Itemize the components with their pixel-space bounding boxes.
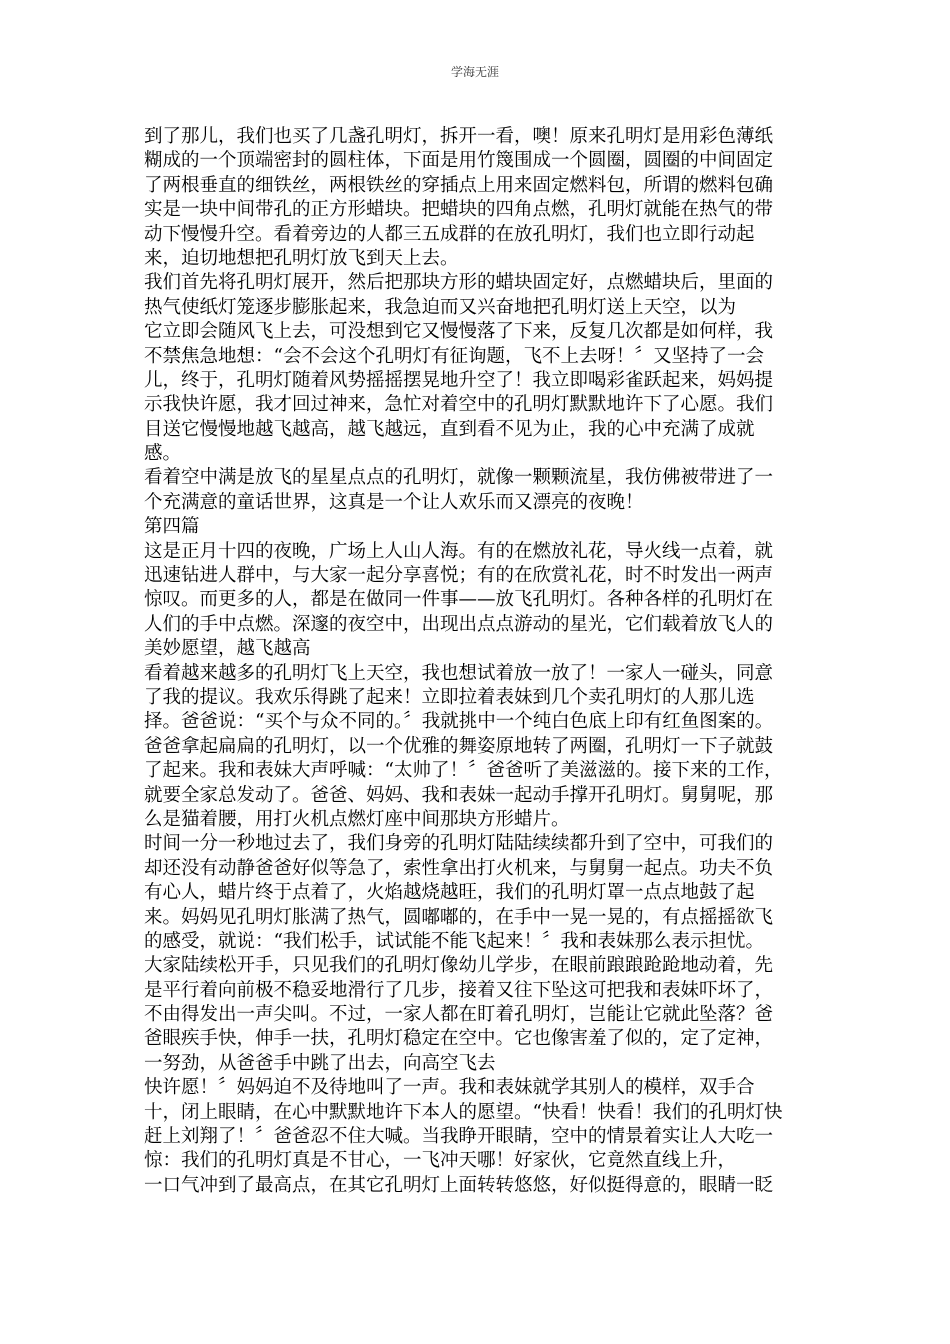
text-line: 却还没有动静爸爸好似等急了，索性拿出打火机来，与舅舅一起点。功夫不负 (144, 857, 774, 879)
text-line: 迅速钻进人群中，与大家一起分享喜悦；有的在欣赏礼花，时不时发出一两声 (144, 565, 774, 587)
text-line: 看着空中满是放飞的星星点点的孔明灯，就像一颗颗流星，我仿佛被带进了一 (144, 467, 774, 489)
text-line: 来，迫切地想把孔明灯放飞到天上去。 (144, 247, 459, 269)
text-line: 来。妈妈见孔明灯胀满了热气，圆嘟嘟的，在手中一晃一晃的，有点摇摇欲飞 (144, 906, 774, 928)
text-line: 这是正月十四的夜晚，广场上人山人海。有的在燃放礼花，导火线一点着，就 (144, 540, 774, 562)
text-line: 了我的提议。我欢乐得跳了起来！立即拉着表妹到几个卖孔明灯的人那儿选 (144, 686, 755, 708)
text-line: 惊叹。而更多的人，都是在做同一件事——放飞孔明灯。各种各样的孔明灯在 (144, 589, 774, 611)
text-line: 糊成的一个顶端密封的圆柱体，下面是用竹篾围成一个圆圈，圆圈的中间固定 (144, 150, 774, 172)
text-line: 惊：我们的孔明灯真是不甘心，一飞冲天哪！好家伙，它竟然直线上升， (144, 1150, 737, 1172)
text-line: 就要全家总发动了。爸爸、妈妈、我和表妹一起动手撑开孔明灯。舅舅呢，那 (144, 784, 774, 806)
text-line: 爸眼疾手快，伸手一扶，孔明灯稳定在空中。它也像害羞了似的，定了定神， (144, 1028, 774, 1050)
text-line: 大家陆续松开手，只见我们的孔明灯像幼儿学步，在眼前踉踉跄跄地动着，先 (144, 955, 774, 977)
text-line: 赶上刘翔了！〞爸爸忍不住大喊。当我睁开眼睛，空中的情景着实让人大吃一 (144, 1126, 774, 1148)
body-text (144, 125, 806, 1198)
text-line: 是平行着向前极不稳妥地滑行了几步，接着又往下坠这可把我和表妹吓坏了， (144, 979, 774, 1001)
text-line: 了起来。我和表妹大声呼喊：“太帅了！〞爸爸听了美滋滋的。接下来的工作， (144, 760, 783, 782)
page-header: 学海无涯 (450, 65, 499, 79)
text-line: 人们的手中点燃。深邃的夜空中，出现出点点游动的星光，它们载着放飞人的 (144, 613, 774, 635)
text-line: 实是一块中间带孔的正方形蜡块。把蜡块的四角点燃，孔明灯就能在热气的带 (144, 199, 774, 221)
text-line: 一口气冲到了最高点，在其它孔明灯上面转转悠悠，好似挺得意的，眼睛一眨 (144, 1174, 774, 1196)
text-line: 不由得发出一声尖叫。不过，一家人都在盯着孔明灯，岂能让它就此坠落？爸 (144, 1004, 774, 1026)
text-line: 了两根垂直的细铁丝，两根铁丝的穿插点上用来固定燃料包，所谓的燃料包确 (144, 174, 774, 196)
text-line: 美妙愿望，越飞越高 (144, 638, 311, 660)
text-line: 看着越来越多的孔明灯飞上天空，我也想试着放一放了！一家人一碰头，同意 (144, 662, 774, 684)
text-line: 不禁焦急地想：“会不会这个孔明灯有征询题，飞不上去呀！〞又坚持了一会 (144, 345, 764, 367)
text-line: 热气使纸灯笼逐步膨胀起来，我急迫而又兴奋地把孔明灯送上天空，以为 (144, 296, 737, 318)
text-line: 目送它慢慢地越飞越高，越飞越远，直到看不见为止，我的心中充满了成就 (144, 418, 755, 440)
text-line: 的感受，就说：“我们松手，试试能不能飞起来！〞我和表妹那么表示担忧。 (144, 930, 764, 952)
text-line: 到了那儿，我们也买了几盏孔明灯，拆开一看，噢！原来孔明灯是用彩色薄纸 (144, 126, 774, 147)
text-line: 十，闭上眼睛，在心中默默地许下本人的愿望。“快看！快看！我们的孔明灯快 (144, 1101, 783, 1123)
text-line: 爸爸拿起扁扁的孔明灯，以一个优雅的舞姿原地转了两圈，孔明灯一下子就鼓 (144, 735, 774, 757)
text-line: 一努劲，从爸爸手中跳了出去，向高空飞去 (144, 1052, 496, 1074)
text-line: 我们首先将孔明灯展开，然后把那块方形的蜡块固定好，点燃蜡块后，里面的 (144, 272, 774, 294)
section-heading: 第四篇 (144, 516, 200, 538)
text-line: 么是猫着腰，用打火机点燃灯座中间那块方形蜡片。 (144, 808, 570, 830)
text-line: 有心人，蜡片终于点着了，火焰越烧越旺，我们的孔明灯罩一点点地鼓了起 (144, 882, 755, 904)
text-line: 感。 (144, 443, 182, 465)
text-line: 它立即会随风飞上去，可没想到它又慢慢落了下来，反复几次都是如何样，我 (144, 321, 774, 343)
text-line: 择。爸爸说：“买个与众不同的。〞我就挑中一个纯白色底上印有红鱼图案的。 (144, 711, 774, 733)
text-line: 动下慢慢升空。看着旁边的人都三五成群的在放孔明灯，我们也立即行动起 (144, 223, 755, 245)
text-line: 时间一分一秒地过去了，我们身旁的孔明灯陆陆续续都升到了空中，可我们的 (144, 833, 774, 855)
text-line: 示我快许愿，我才回过神来，急忙对着空中的孔明灯默默地许下了心愿。我们 (144, 394, 774, 416)
text-line: 个充满意的童话世界，这真是一个让人欢乐而又漂亮的夜晚！ (144, 491, 644, 513)
text-line: 儿，终于，孔明灯随着风势摇摇摆晃地升空了！我立即喝彩雀跃起来，妈妈提 (144, 369, 774, 391)
text-line: 快许愿！〞妈妈迫不及待地叫了一声。我和表妹就学其别人的模样，双手合 (144, 1077, 755, 1099)
